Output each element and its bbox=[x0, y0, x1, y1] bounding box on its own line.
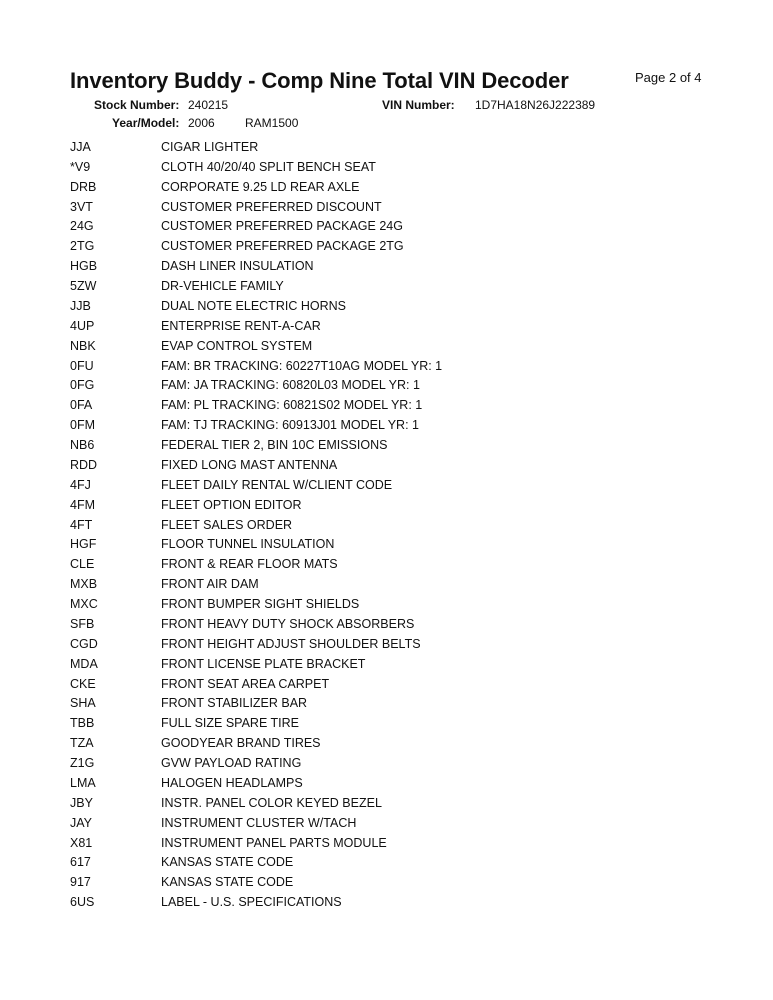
option-description: HALOGEN HEADLAMPS bbox=[161, 775, 303, 790]
option-row bbox=[70, 594, 442, 614]
option-code: *V9 bbox=[70, 159, 91, 174]
option-description: FEDERAL TIER 2, BIN 10C EMISSIONS bbox=[161, 438, 388, 453]
option-code: LMA bbox=[70, 775, 96, 790]
option-code: 3VT bbox=[70, 199, 93, 214]
option-description: FAM: TJ TRACKING: 60913J01 MODEL YR: 1 bbox=[161, 418, 419, 433]
option-description: FIXED LONG MAST ANTENNA bbox=[161, 457, 338, 472]
option-description: FAM: JA TRACKING: 60820L03 MODEL YR: 1 bbox=[161, 378, 420, 393]
option-code: 0FA bbox=[70, 398, 93, 413]
option-description: KANSAS STATE CODE bbox=[161, 875, 294, 890]
page-title: Inventory Buddy - Comp Nine Total VIN Decoder bbox=[70, 68, 569, 93]
option-row bbox=[70, 157, 442, 177]
option-row bbox=[70, 674, 442, 694]
option-code: 5ZW bbox=[70, 279, 97, 294]
option-code: RDD bbox=[70, 457, 98, 472]
option-row bbox=[70, 336, 442, 356]
option-code: 4UP bbox=[70, 318, 95, 333]
option-row bbox=[70, 356, 442, 376]
option-description: FLEET DAILY RENTAL W/CLIENT CODE bbox=[161, 477, 393, 492]
option-code: 0FM bbox=[70, 418, 95, 433]
option-description: CUSTOMER PREFERRED DISCOUNT bbox=[161, 199, 382, 214]
vin-number-label: VIN Number: bbox=[382, 98, 455, 112]
option-code: JJB bbox=[70, 298, 91, 313]
option-row bbox=[70, 713, 442, 733]
option-code: 4FJ bbox=[70, 477, 91, 492]
vin-number-value: 1D7HA18N26J222389 bbox=[475, 98, 596, 112]
option-code: MDA bbox=[70, 656, 98, 671]
option-row bbox=[70, 793, 442, 813]
option-row bbox=[70, 495, 442, 515]
option-row bbox=[70, 892, 442, 912]
option-code: TZA bbox=[70, 736, 94, 751]
option-description: DASH LINER INSULATION bbox=[161, 259, 314, 274]
option-description: FRONT STABILIZER BAR bbox=[161, 696, 308, 711]
option-description: FLEET OPTION EDITOR bbox=[161, 497, 302, 512]
option-code: CKE bbox=[70, 676, 96, 691]
model-value: RAM1500 bbox=[245, 116, 299, 130]
option-description: FLEET SALES ORDER bbox=[161, 517, 293, 532]
option-row bbox=[70, 574, 442, 594]
option-code: CGD bbox=[70, 636, 98, 651]
option-row bbox=[70, 634, 442, 654]
option-row bbox=[70, 872, 442, 892]
option-row bbox=[70, 515, 442, 535]
option-code: 0FU bbox=[70, 358, 94, 373]
option-row bbox=[70, 853, 442, 873]
option-description: FAM: PL TRACKING: 60821S02 MODEL YR: 1 bbox=[161, 398, 423, 413]
option-row bbox=[70, 435, 442, 455]
option-description: FRONT AIR DAM bbox=[161, 577, 259, 592]
option-description: FRONT SEAT AREA CARPET bbox=[161, 676, 330, 691]
option-description: DUAL NOTE ELECTRIC HORNS bbox=[161, 298, 346, 313]
stock-number-value: 240215 bbox=[188, 98, 229, 112]
option-row bbox=[70, 833, 442, 853]
option-row bbox=[70, 733, 442, 753]
option-description: INSTRUMENT CLUSTER W/TACH bbox=[161, 815, 357, 830]
option-row bbox=[70, 177, 442, 197]
option-code: JAY bbox=[70, 815, 92, 830]
option-row bbox=[70, 475, 442, 495]
option-row bbox=[70, 296, 442, 316]
option-row bbox=[70, 197, 442, 217]
option-row bbox=[70, 535, 442, 555]
option-code: 0FG bbox=[70, 378, 95, 393]
option-code: 2TG bbox=[70, 239, 95, 254]
option-code: SHA bbox=[70, 696, 96, 711]
option-description: FAM: BR TRACKING: 60227T10AG MODEL YR: 1 bbox=[161, 358, 443, 373]
option-row bbox=[70, 316, 442, 336]
option-code: NB6 bbox=[70, 438, 95, 453]
option-description: GVW PAYLOAD RATING bbox=[161, 756, 302, 771]
option-code: NBK bbox=[70, 338, 96, 353]
option-code: 6US bbox=[70, 895, 95, 910]
option-row bbox=[70, 217, 442, 237]
option-description: DR-VEHICLE FAMILY bbox=[161, 279, 284, 294]
option-code: MXB bbox=[70, 577, 98, 592]
option-row bbox=[70, 415, 442, 435]
option-row bbox=[70, 773, 442, 793]
option-code: CLE bbox=[70, 557, 95, 572]
option-code: X81 bbox=[70, 835, 93, 850]
option-description: GOODYEAR BRAND TIRES bbox=[161, 736, 321, 751]
option-description: CUSTOMER PREFERRED PACKAGE 2TG bbox=[161, 239, 404, 254]
option-row bbox=[70, 276, 442, 296]
option-row bbox=[70, 654, 442, 674]
option-description: FRONT & REAR FLOOR MATS bbox=[161, 557, 338, 572]
option-row bbox=[70, 376, 442, 396]
option-description: FRONT BUMPER SIGHT SHIELDS bbox=[161, 597, 360, 612]
option-row bbox=[70, 256, 442, 276]
option-description: FRONT LICENSE PLATE BRACKET bbox=[161, 656, 366, 671]
stock-number-label: Stock Number: bbox=[94, 98, 180, 112]
option-row bbox=[70, 455, 442, 475]
option-code: DRB bbox=[70, 179, 97, 194]
option-row bbox=[70, 753, 442, 773]
option-row bbox=[70, 236, 442, 256]
option-code: TBB bbox=[70, 716, 95, 731]
option-description: LABEL - U.S. SPECIFICATIONS bbox=[161, 895, 342, 910]
option-code: 917 bbox=[70, 875, 91, 890]
option-code: Z1G bbox=[70, 756, 95, 771]
option-code: 4FM bbox=[70, 497, 95, 512]
option-code: HGB bbox=[70, 259, 98, 274]
option-code: HGF bbox=[70, 537, 97, 552]
option-row bbox=[70, 137, 442, 157]
option-code: SFB bbox=[70, 616, 95, 631]
option-description: INSTR. PANEL COLOR KEYED BEZEL bbox=[161, 795, 382, 810]
option-description: EVAP CONTROL SYSTEM bbox=[161, 338, 313, 353]
year-model-label: Year/Model: bbox=[112, 116, 180, 130]
option-code: 4FT bbox=[70, 517, 93, 532]
option-description: FLOOR TUNNEL INSULATION bbox=[161, 537, 335, 552]
option-description: CUSTOMER PREFERRED PACKAGE 24G bbox=[161, 219, 403, 234]
option-list bbox=[70, 137, 442, 912]
option-row bbox=[70, 614, 442, 634]
option-row bbox=[70, 554, 442, 574]
option-code: JJA bbox=[70, 139, 91, 154]
option-description: CLOTH 40/20/40 SPLIT BENCH SEAT bbox=[161, 159, 376, 174]
option-description: CORPORATE 9.25 LD REAR AXLE bbox=[161, 179, 360, 194]
option-row bbox=[70, 694, 442, 714]
option-row bbox=[70, 813, 442, 833]
option-description: FRONT HEIGHT ADJUST SHOULDER BELTS bbox=[161, 636, 421, 651]
option-code: JBY bbox=[70, 795, 93, 810]
option-row bbox=[70, 395, 442, 415]
option-description: KANSAS STATE CODE bbox=[161, 855, 294, 870]
option-description: CIGAR LIGHTER bbox=[161, 139, 259, 154]
year-value: 2006 bbox=[188, 116, 215, 130]
option-description: ENTERPRISE RENT-A-CAR bbox=[161, 318, 321, 333]
option-code: 24G bbox=[70, 219, 94, 234]
option-code: 617 bbox=[70, 855, 91, 870]
option-description: FRONT HEAVY DUTY SHOCK ABSORBERS bbox=[161, 616, 415, 631]
option-description: FULL SIZE SPARE TIRE bbox=[161, 716, 300, 731]
option-description: INSTRUMENT PANEL PARTS MODULE bbox=[161, 835, 387, 850]
option-code: MXC bbox=[70, 597, 98, 612]
page-number: Page 2 of 4 bbox=[635, 70, 702, 85]
